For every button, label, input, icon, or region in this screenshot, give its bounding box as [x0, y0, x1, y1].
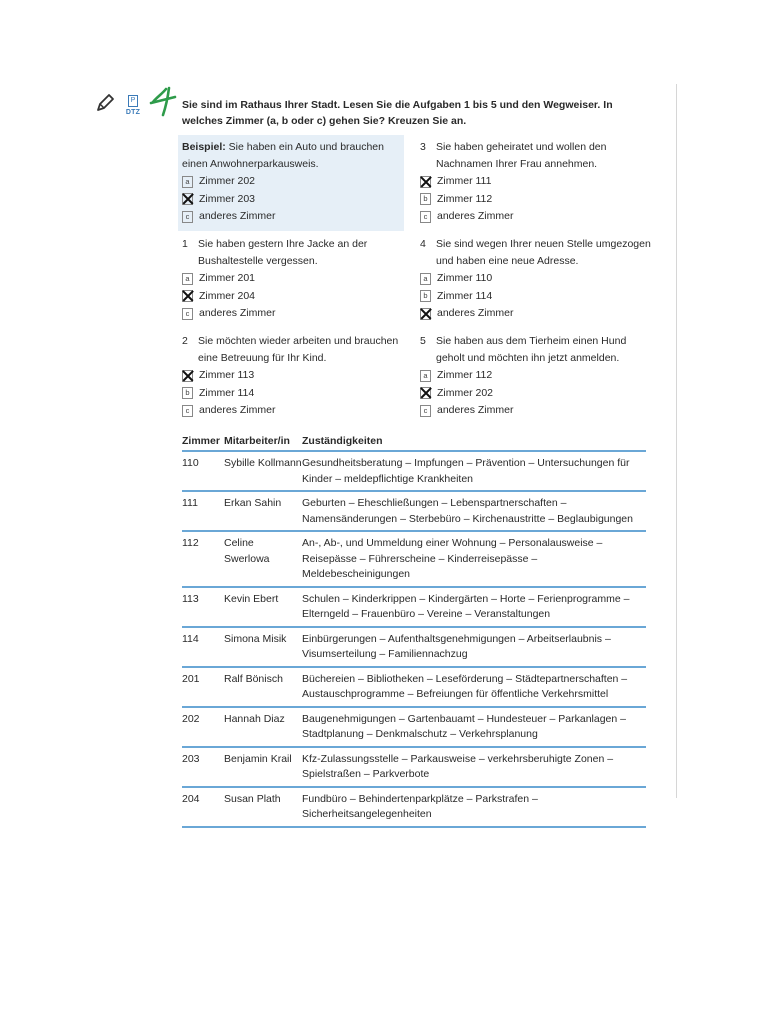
staff-name: Erkan Sahin — [224, 497, 282, 509]
responsibilities: Gesundheitsberatung – Impfungen – Prävention – Untersuchungen für Kinder – meldepflichtige Krankheiten — [302, 457, 630, 485]
responsibilities: Schulen – Kinderkrippen – Kindergärten – Horte – Ferienprogramme – Elterngeld – Frauenbüro – Vereine – Veranstaltungen — [302, 592, 630, 620]
option-label: anderes Zimmer — [199, 307, 276, 320]
task-text: Sie haben aus dem Tierheim einen Hund geholt und möchten ihn jetzt anmelden. — [436, 335, 627, 364]
responsibilities: Geburten – Eheschließungen – Lebenspartnerschaften – Namensänderungen – Sterbebüro – Kirchenaustritte – Beglaubigungen — [302, 497, 633, 525]
table-row — [182, 452, 646, 492]
checkbox-checked[interactable] — [182, 370, 193, 382]
room-number: 110 — [182, 457, 199, 469]
example-option-b[interactable] — [182, 191, 400, 209]
task-1-option-a[interactable] — [182, 270, 404, 288]
option-label: Zimmer 201 — [199, 272, 256, 285]
option-label: Zimmer 202 — [199, 175, 256, 188]
task-2 — [182, 333, 404, 420]
checkbox[interactable]: a — [420, 273, 431, 285]
task-text: Sie haben gestern Ihre Jacke an der Bushaltestelle vergessen. — [198, 238, 368, 267]
task-5 — [420, 333, 656, 420]
task-text: Sie haben geheiratet und wollen den Nachnamen Ihrer Frau annehmen. — [436, 141, 607, 170]
handwritten-number-4 — [147, 84, 181, 118]
checkbox[interactable]: b — [182, 387, 193, 399]
page-edge-line — [676, 84, 677, 798]
dtz-badge-label: DTZ — [125, 109, 141, 116]
task-number: 2 — [182, 335, 188, 347]
checkbox[interactable]: a — [420, 370, 431, 382]
checkbox-checked[interactable] — [182, 290, 193, 302]
example-text: Sie haben ein Auto und brauchen einen Anwohnerparkausweis. — [182, 141, 384, 170]
task-2-option-b[interactable] — [182, 385, 404, 403]
task-3-option-c[interactable] — [420, 208, 656, 226]
option-label: Zimmer 110 — [437, 272, 493, 285]
checkbox[interactable]: b — [420, 193, 431, 205]
responsibilities: Kfz-Zulassungsstelle – Parkausweise – verkehrsberuhigte Zonen – Spielstraßen – Parkverbote — [302, 752, 614, 780]
responsibilities: Fundbüro – Behindertenparkplätze – Parkstrafen – Sicherheitsangelegenheiten — [302, 792, 538, 820]
option-label: Zimmer 114 — [437, 289, 493, 302]
task-1-option-c[interactable] — [182, 305, 404, 323]
responsibilities: An-, Ab-, und Ummeldung einer Wohnung – Personalausweise – Reisepässe – Führerscheine – Kinderreisepässe – Meldebescheinigungen — [302, 537, 603, 580]
staff-name: Benjamin Krail — [224, 752, 292, 765]
task-number: 3 — [420, 141, 426, 153]
responsibilities: Einbürgerungen – Aufenthaltsgenehmigungen – Arbeitserlaubnis – Visumserteilung – Familiennachzug — [302, 632, 611, 660]
task-4 — [420, 236, 656, 323]
header-room: Zimmer — [182, 435, 220, 447]
task-4-option-b[interactable] — [420, 288, 656, 306]
responsibilities: Büchereien – Bibliotheken – Leseförderung – Städtepartnerschaften – Austauschprogramme – Befreiungen für öffentliche Verkehrsmittel — [302, 672, 628, 700]
task-3 — [420, 139, 656, 226]
checkbox[interactable]: a — [182, 273, 193, 285]
task-number: 1 — [182, 238, 188, 250]
task-5-option-a[interactable] — [420, 367, 656, 385]
task-text: Sie sind wegen Ihrer neuen Stelle umgezogen und haben eine neue Adresse. — [436, 238, 651, 267]
header-staff: Mitarbeiter/in — [224, 435, 290, 447]
task-number: 4 — [420, 238, 426, 250]
table-header — [182, 432, 646, 452]
checkbox[interactable]: c — [420, 405, 431, 417]
staff-name: Hannah Diaz — [224, 712, 285, 725]
option-label: Zimmer 204 — [199, 289, 256, 302]
table-row — [182, 668, 646, 708]
dtz-badge-letter: P — [128, 95, 138, 107]
table-row — [182, 492, 646, 532]
table-row — [182, 788, 646, 828]
checkbox[interactable]: c — [182, 405, 193, 417]
checkbox[interactable]: c — [182, 211, 193, 223]
table-row — [182, 588, 646, 628]
table-row — [182, 628, 646, 668]
checkbox[interactable]: c — [182, 308, 193, 320]
example-option-c[interactable] — [182, 208, 400, 226]
room-number: 201 — [182, 672, 200, 685]
checkbox[interactable]: b — [420, 290, 431, 302]
checkbox-checked[interactable] — [420, 176, 431, 188]
table-row — [182, 748, 646, 788]
staff-name: Sybille Kollmann — [224, 457, 302, 469]
checkbox-checked[interactable] — [420, 308, 431, 320]
option-label: Zimmer 114 — [199, 386, 255, 399]
option-label: Zimmer 111 — [437, 175, 492, 188]
task-3-option-b[interactable] — [420, 191, 656, 209]
staff-name: Ralf Bönisch — [224, 672, 283, 685]
option-label: anderes Zimmer — [437, 307, 514, 320]
checkbox[interactable]: a — [182, 176, 193, 188]
task-5-option-b[interactable] — [420, 385, 656, 403]
task-3-option-a[interactable] — [420, 173, 656, 191]
table-body — [182, 452, 646, 828]
room-number: 111 — [182, 497, 198, 509]
option-label: anderes Zimmer — [437, 404, 514, 417]
task-4-option-a[interactable] — [420, 270, 656, 288]
option-label: Zimmer 203 — [199, 192, 256, 205]
checkbox-checked[interactable] — [420, 387, 431, 399]
table-row — [182, 532, 646, 588]
directory-table — [182, 432, 646, 828]
option-label: Zimmer 112 — [437, 369, 493, 382]
room-number: 203 — [182, 752, 200, 765]
option-label: anderes Zimmer — [199, 404, 276, 417]
task-2-option-c[interactable] — [182, 402, 404, 420]
option-label: Zimmer 113 — [199, 369, 255, 382]
checkbox-checked[interactable] — [182, 193, 193, 205]
example-question — [182, 139, 400, 173]
option-label: Zimmer 202 — [437, 386, 494, 399]
example-label: Beispiel: — [182, 141, 226, 153]
staff-name: Celine Swerlowa — [224, 537, 270, 565]
task-4-option-c[interactable] — [420, 305, 656, 323]
header-responsibilities: Zuständigkeiten — [302, 435, 383, 447]
task-instruction: Sie sind im Rathaus Ihrer Stadt. Lesen Sie die Aufgaben 1 bis 5 und den Wegweiser. In welches Zimmer (a, b oder c) gehen Sie? Kreuzen Sie an. — [182, 99, 613, 127]
pencil-icon — [94, 92, 116, 114]
option-label: anderes Zimmer — [437, 210, 514, 223]
option-label: anderes Zimmer — [199, 210, 276, 223]
responsibilities: Baugenehmigungen – Gartenbauamt – Hundesteuer – Parkanlagen – Stadtplanung – Denkmalschutz – Verkehrsplanung — [302, 712, 626, 740]
room-number: 114 — [182, 632, 199, 645]
task-2-option-a[interactable] — [182, 367, 404, 385]
task-number: 5 — [420, 335, 426, 347]
staff-name: Susan Plath — [224, 792, 281, 805]
option-label: Zimmer 112 — [437, 192, 493, 205]
example-option-a[interactable] — [182, 173, 400, 191]
room-number: 204 — [182, 792, 200, 805]
staff-name: Simona Misik — [224, 632, 287, 645]
checkbox[interactable]: c — [420, 211, 431, 223]
task-1-option-b[interactable] — [182, 288, 404, 306]
table-row — [182, 708, 646, 748]
room-number: 113 — [182, 592, 199, 605]
task-5-option-c[interactable] — [420, 402, 656, 420]
staff-name: Kevin Ebert — [224, 592, 279, 605]
example-task — [182, 139, 400, 226]
room-number: 202 — [182, 712, 200, 725]
dtz-badge — [124, 95, 142, 116]
task-text: Sie möchten wieder arbeiten und brauchen eine Betreuung für Ihr Kind. — [198, 335, 399, 364]
task-1 — [182, 236, 404, 323]
room-number: 112 — [182, 537, 199, 549]
